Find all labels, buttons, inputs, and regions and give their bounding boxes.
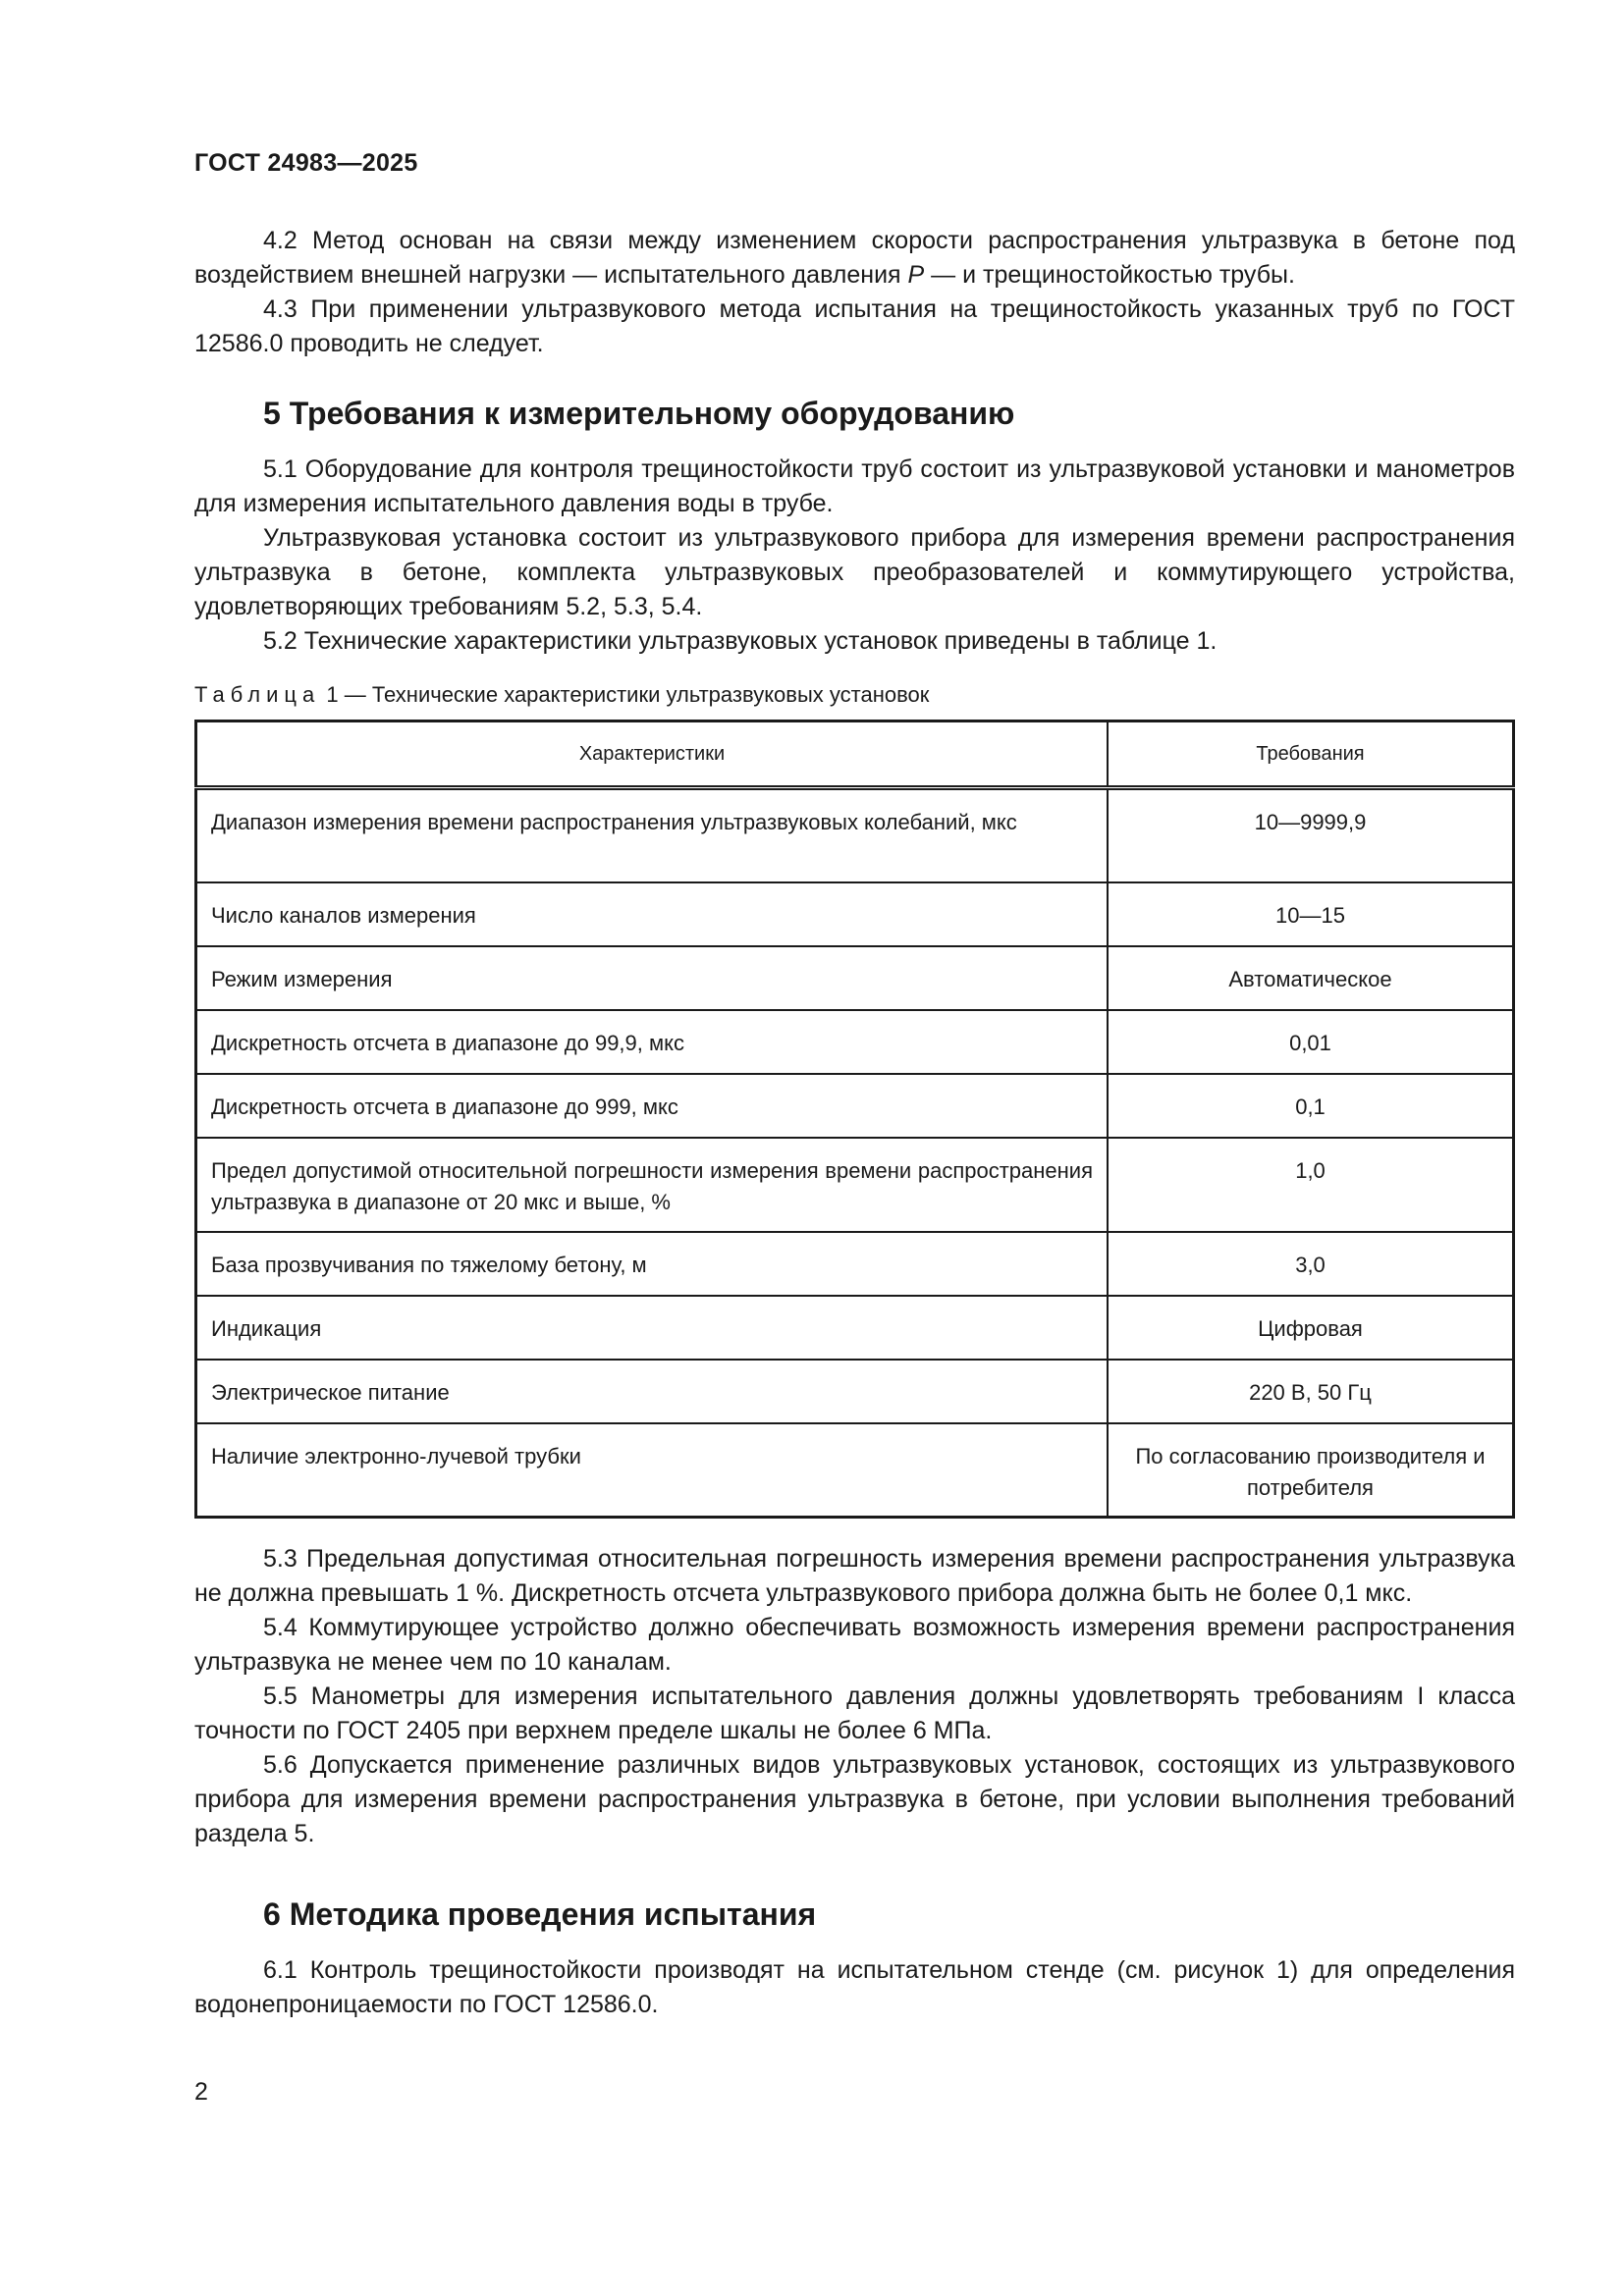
characteristic-cell: Предел допустимой относительной погрешности измерения времени распространения ультразвука в диапазоне от 20 мкс и выше, %: [196, 1138, 1109, 1232]
paragraph-5-6: 5.6 Допускается применение различных видов ультразвуковых установок, состоящих из ультразвукового прибора для измерения времени распространения ультразвука в бетоне, при условии выполнения требований раздела 5.: [194, 1751, 1515, 1847]
table-row: [196, 1423, 1514, 1518]
paragraph-4-2-text-b: — и трещиностойкостью трубы.: [924, 261, 1295, 289]
characteristic-cell: Дискретность отсчета в диапазоне до 999, мкс: [196, 1074, 1109, 1138]
characteristic-cell: Число каналов измерения: [196, 882, 1109, 946]
table-row: [196, 1232, 1514, 1296]
table-caption-text: 1 — Технические характеристики ультразвуковых установок: [320, 682, 930, 707]
table-row: [196, 1010, 1514, 1074]
paragraph-4-3: 4.3 При применении ультразвукового метода испытания на трещиностойкость указанных труб по ГОСТ 12586.0 проводить не следует.: [194, 295, 1515, 357]
characteristic-cell: Электрическое питание: [196, 1360, 1109, 1423]
paragraph-5-1-continued: Ультразвуковая установка состоит из ультразвукового прибора для измерения времени распространения ультразвука в бетоне, комплекта ультразвуковых преобразователей и коммутирующего устройства, удовлетворяющих требованиям 5.2, 5.3, 5.4.: [194, 524, 1515, 620]
requirement-cell: 0,01: [1108, 1010, 1514, 1074]
table-caption-label: Таблица: [194, 682, 321, 707]
requirement-cell: 1,0: [1108, 1138, 1514, 1232]
pressure-variable: P: [907, 261, 925, 289]
requirement-cell: Цифровая: [1108, 1296, 1514, 1360]
requirement-cell: Автоматическое: [1108, 946, 1514, 1010]
characteristic-cell: База прозвучивания по тяжелому бетону, м: [196, 1232, 1109, 1296]
table-row: [196, 788, 1514, 882]
specifications-table: [194, 720, 1515, 1519]
section-5-heading: 5 Требования к измерительному оборудованию: [263, 396, 1015, 431]
paragraph-5-5: 5.5 Манометры для измерения испытательного давления должны удовлетворять требованиям I класса точности по ГОСТ 2405 при верхнем пределе шкалы не более 6 МПа.: [194, 1682, 1515, 1744]
section-6-heading: 6 Методика проведения испытания: [263, 1896, 817, 1932]
paragraph-4-2-text-a: 4.2 Метод основан на связи между изменением скорости распространения ультразвука в бетоне под воздействием внешней нагрузки — испытательного давления: [194, 227, 1515, 289]
table-row: [196, 882, 1514, 946]
requirement-cell: 10—15: [1108, 882, 1514, 946]
table-header-row: [196, 721, 1514, 788]
characteristic-cell: Наличие электронно-лучевой трубки: [196, 1423, 1109, 1518]
table-row: [196, 1138, 1514, 1232]
page-content: [194, 224, 1515, 2022]
column-header-characteristics: Характеристики: [196, 721, 1109, 788]
document-code-header: ГОСТ 24983—2025: [194, 149, 418, 177]
paragraph-4-2: [194, 224, 1515, 293]
characteristic-cell: Диапазон измерения времени распространения ультразвуковых колебаний, мкс: [196, 788, 1109, 882]
characteristic-cell: Дискретность отсчета в диапазоне до 99,9, мкс: [196, 1010, 1109, 1074]
characteristic-cell: Режим измерения: [196, 946, 1109, 1010]
requirement-cell: По согласованию производителя и потребителя: [1108, 1423, 1514, 1518]
page-number: 2: [194, 2078, 208, 2106]
column-header-requirements: Требования: [1108, 721, 1514, 788]
table-row: [196, 1360, 1514, 1423]
table-caption: [194, 680, 1515, 710]
table-row: [196, 1074, 1514, 1138]
paragraph-5-4: 5.4 Коммутирующее устройство должно обеспечивать возможность измерения времени распространения ультразвука не менее чем по 10 каналам.: [194, 1614, 1515, 1676]
requirement-cell: 10—9999,9: [1108, 788, 1514, 882]
paragraph-5-3: 5.3 Предельная допустимая относительная погрешность измерения времени распространения ультразвука не должна превышать 1 %. Дискретность отсчета ультразвукового прибора должна быть не более 0,1 мкс.: [194, 1545, 1515, 1607]
table-row: [196, 1296, 1514, 1360]
requirement-cell: 220 В, 50 Гц: [1108, 1360, 1514, 1423]
table-row: [196, 946, 1514, 1010]
paragraph-5-2: 5.2 Технические характеристики ультразвуковых установок приведены в таблице 1.: [263, 627, 1218, 655]
characteristic-cell: Индикация: [196, 1296, 1109, 1360]
requirement-cell: 3,0: [1108, 1232, 1514, 1296]
requirement-cell: 0,1: [1108, 1074, 1514, 1138]
paragraph-6-1: 6.1 Контроль трещиностойкости производят на испытательном стенде (см. рисунок 1) для определения водонепроницаемости по ГОСТ 12586.0.: [194, 1956, 1515, 2018]
paragraph-5-1: 5.1 Оборудование для контроля трещиностойкости труб состоит из ультразвуковой установки и манометров для измерения испытательного давления воды в трубе.: [194, 455, 1515, 517]
